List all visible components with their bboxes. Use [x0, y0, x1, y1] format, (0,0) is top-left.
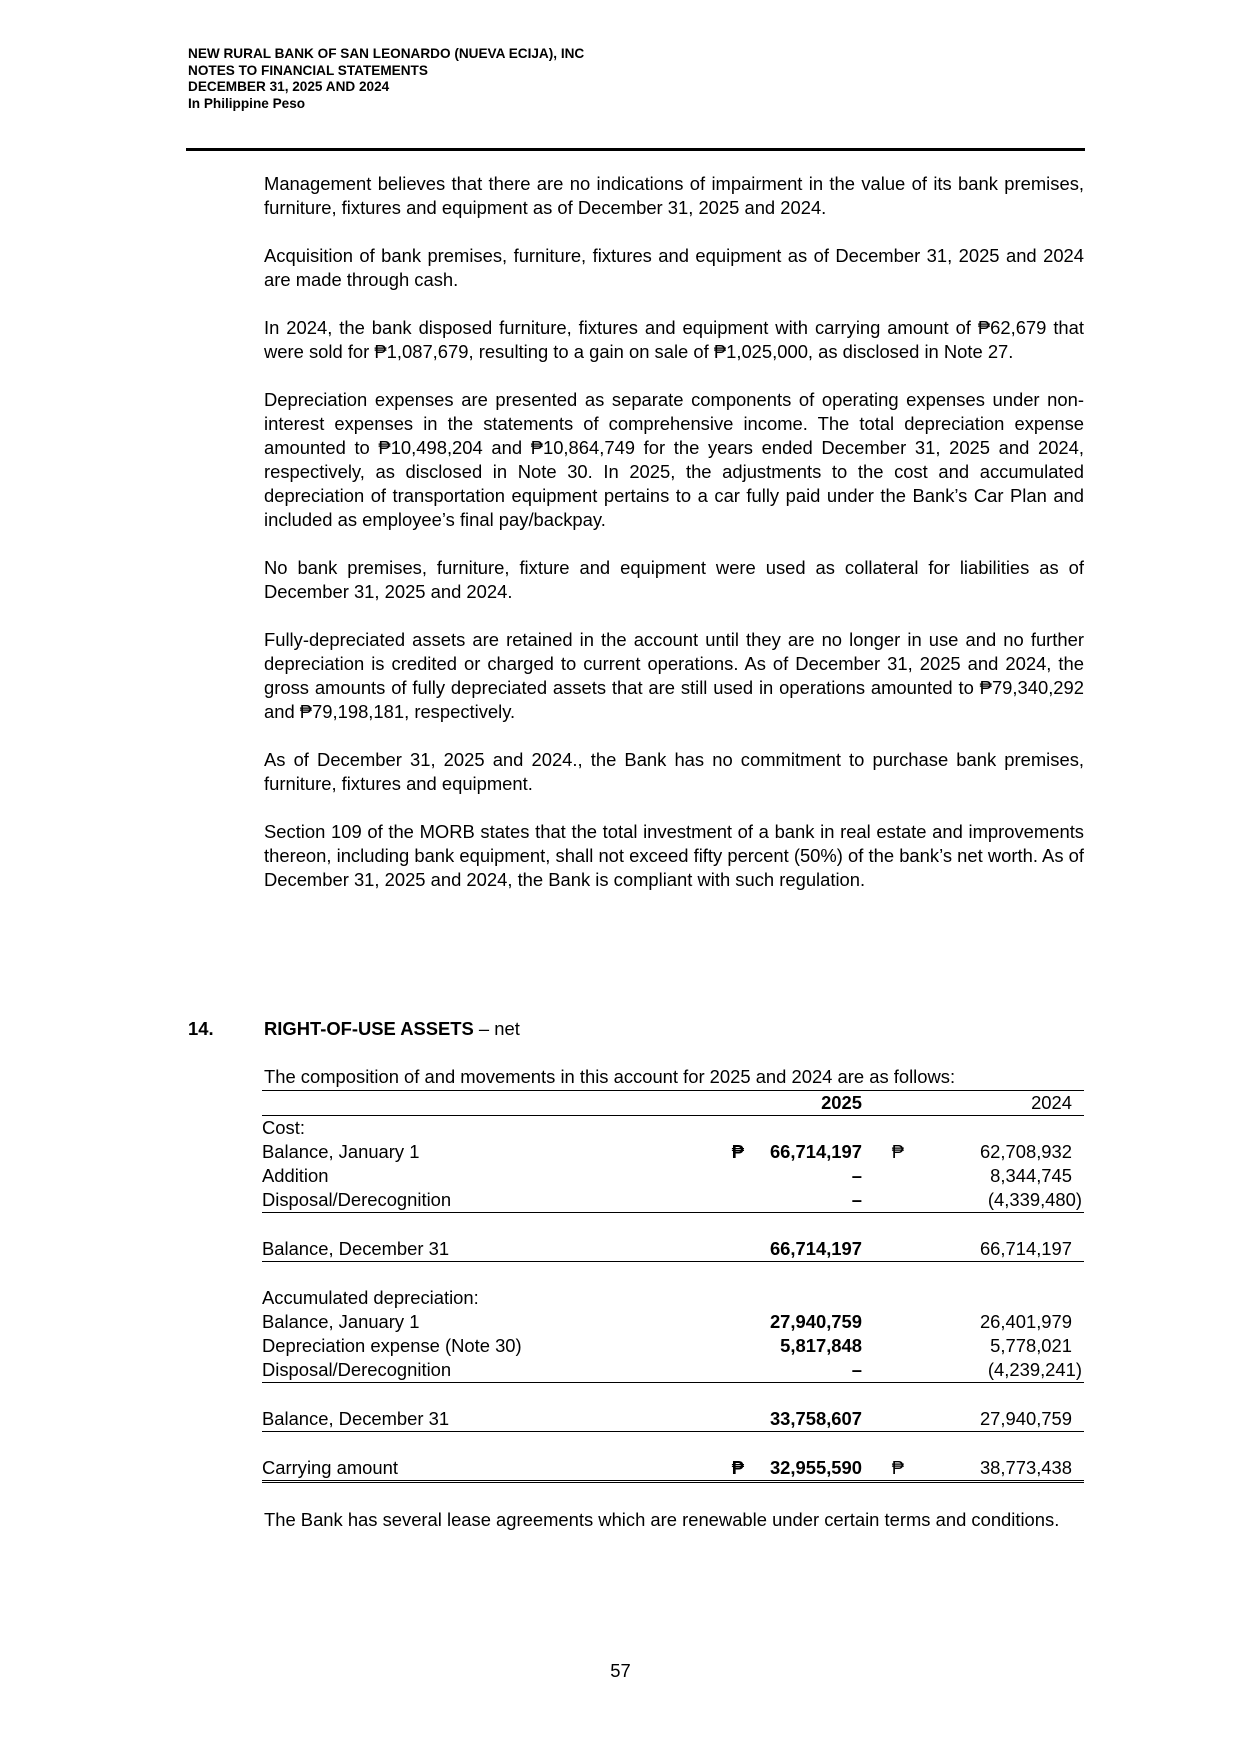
table-row	[262, 1116, 1084, 1141]
value-2025: 66,714,197	[744, 1237, 874, 1262]
value-2024: 27,940,759	[904, 1407, 1084, 1432]
value-2025: –	[744, 1358, 874, 1383]
row-label: Addition	[262, 1165, 329, 1186]
doc-currency: In Philippine Peso	[188, 95, 306, 111]
currency-symbol: ₱	[731, 1141, 744, 1162]
table-row-total	[262, 1456, 1084, 1482]
table-row	[262, 1358, 1084, 1383]
row-label: Depreciation expense (Note 30)	[262, 1335, 522, 1356]
currency-symbol: ₱	[874, 1456, 904, 1482]
value-2025: –	[851, 1165, 862, 1186]
row-label: Balance, January 1	[262, 1311, 420, 1332]
value-2024: 38,773,438	[904, 1456, 1084, 1482]
value-2025: 66,714,197	[769, 1141, 862, 1162]
value-2025: 5,817,848	[780, 1335, 862, 1356]
table-header-row	[262, 1091, 1084, 1116]
paragraph: Fully-depreciated assets are retained in the account until they are no longer in use and no further depreciation is credited or charged to current operations. As of December 31, 2025 and 2024, the gross amounts of fully depreciated assets that are still used in operations amounted to ₱79,340,292 and ₱79,198,181, respectively.	[264, 629, 1084, 722]
rou-assets-table	[262, 1090, 1084, 1483]
paragraph: Acquisition of bank premises, furniture, fixtures and equipment as of December 31, 2025 and 2024 are made through cash.	[264, 245, 1084, 290]
currency-symbol: ₱	[891, 1141, 904, 1162]
value-2024: 66,714,197	[904, 1237, 1084, 1262]
value-2024: (4,339,480)	[904, 1188, 1084, 1213]
table-row	[262, 1334, 1084, 1358]
table-row	[262, 1237, 1084, 1262]
value-2025: 33,758,607	[744, 1407, 874, 1432]
section-title-bold: RIGHT-OF-USE ASSETS	[264, 1018, 474, 1039]
row-label: Carrying amount	[262, 1456, 714, 1482]
paragraph: No bank premises, furniture, fixture and equipment were used as collateral for liabilities as of December 31, 2025 and 2024.	[264, 557, 1084, 602]
col-header-2025: 2025	[744, 1091, 874, 1116]
table-row	[262, 1164, 1084, 1188]
paragraph: As of December 31, 2025 and 2024., the Bank has no commitment to purchase bank premises, furniture, fixtures and equipment.	[264, 749, 1084, 794]
paragraph: In 2024, the bank disposed furniture, fixtures and equipment with carrying amount of ₱62,679 that were sold for ₱1,087,679, resulting to a gain on sale of ₱1,025,000, as disclosed in Note 27.	[264, 317, 1084, 362]
table-row	[262, 1140, 1084, 1164]
table-row	[262, 1188, 1084, 1213]
row-label: Balance, January 1	[262, 1141, 420, 1162]
value-2024: (4,239,241)	[904, 1358, 1084, 1383]
table-row	[262, 1310, 1084, 1334]
section-intro: The composition of and movements in this account for 2025 and 2024 are as follows:	[264, 1066, 956, 1087]
value-2025: 27,940,759	[769, 1311, 862, 1332]
value-2024: 62,708,932	[979, 1141, 1072, 1162]
paragraph: Section 109 of the MORB states that the total investment of a bank in real estate and improvements thereon, including bank equipment, shall not exceed fifty percent (50%) of the bank’s net worth. As of December 31, 2025 and 2024, the Bank is compliant with such regulation.	[264, 821, 1084, 890]
section-title	[264, 1018, 520, 1040]
cost-label: Cost:	[262, 1116, 714, 1141]
row-label: Balance, December 31	[262, 1407, 714, 1432]
value-2024: 26,401,979	[979, 1311, 1072, 1332]
header-rule	[186, 148, 1085, 151]
section-title-rest: – net	[473, 1018, 520, 1039]
row-label: Disposal/Derecognition	[262, 1358, 714, 1383]
table-row	[262, 1407, 1084, 1432]
value-2025: –	[744, 1188, 874, 1213]
currency-symbol: ₱	[714, 1456, 744, 1482]
table-row	[262, 1286, 1084, 1310]
document-header	[188, 46, 584, 112]
bank-name: NEW RURAL BANK OF SAN LEONARDO (NUEVA ECIJA), INC	[188, 46, 585, 61]
row-label: Disposal/Derecognition	[262, 1188, 714, 1213]
page-number: 57	[610, 1660, 631, 1681]
value-2025: 32,955,590	[744, 1456, 874, 1482]
acc-label: Accumulated depreciation:	[262, 1287, 479, 1308]
col-header-2024: 2024	[904, 1091, 1084, 1116]
paragraph: Depreciation expenses are presented as separate components of operating expenses under non-interest expenses in the statements of comprehensive income. The total depreciation expense amounted to ₱10,498,204 and ₱10,864,749 for the years ended December 31, 2025 and 2024, respectively, as disclosed in Note 30. In 2025, the adjustments to the cost and accumulated depreciation of transportation equipment pertains to a car fully paid under the Bank’s Car Plan and included as employee’s final pay/backpay.	[264, 389, 1084, 530]
row-label: Balance, December 31	[262, 1237, 714, 1262]
value-2024: 8,344,745	[990, 1165, 1072, 1186]
paragraph: Management believes that there are no indications of impairment in the value of its bank premises, furniture, fixtures and equipment as of December 31, 2025 and 2024.	[264, 173, 1084, 218]
value-2024: 5,778,021	[990, 1335, 1072, 1356]
section-number: 14.	[188, 1018, 214, 1039]
doc-title: NOTES TO FINANCIAL STATEMENTS	[188, 62, 428, 78]
body-text	[264, 172, 1084, 916]
closing-paragraph: The Bank has several lease agreements which are renewable under certain terms and conditions.	[264, 1509, 1060, 1530]
doc-period: DECEMBER 31, 2025 AND 2024	[188, 79, 390, 94]
